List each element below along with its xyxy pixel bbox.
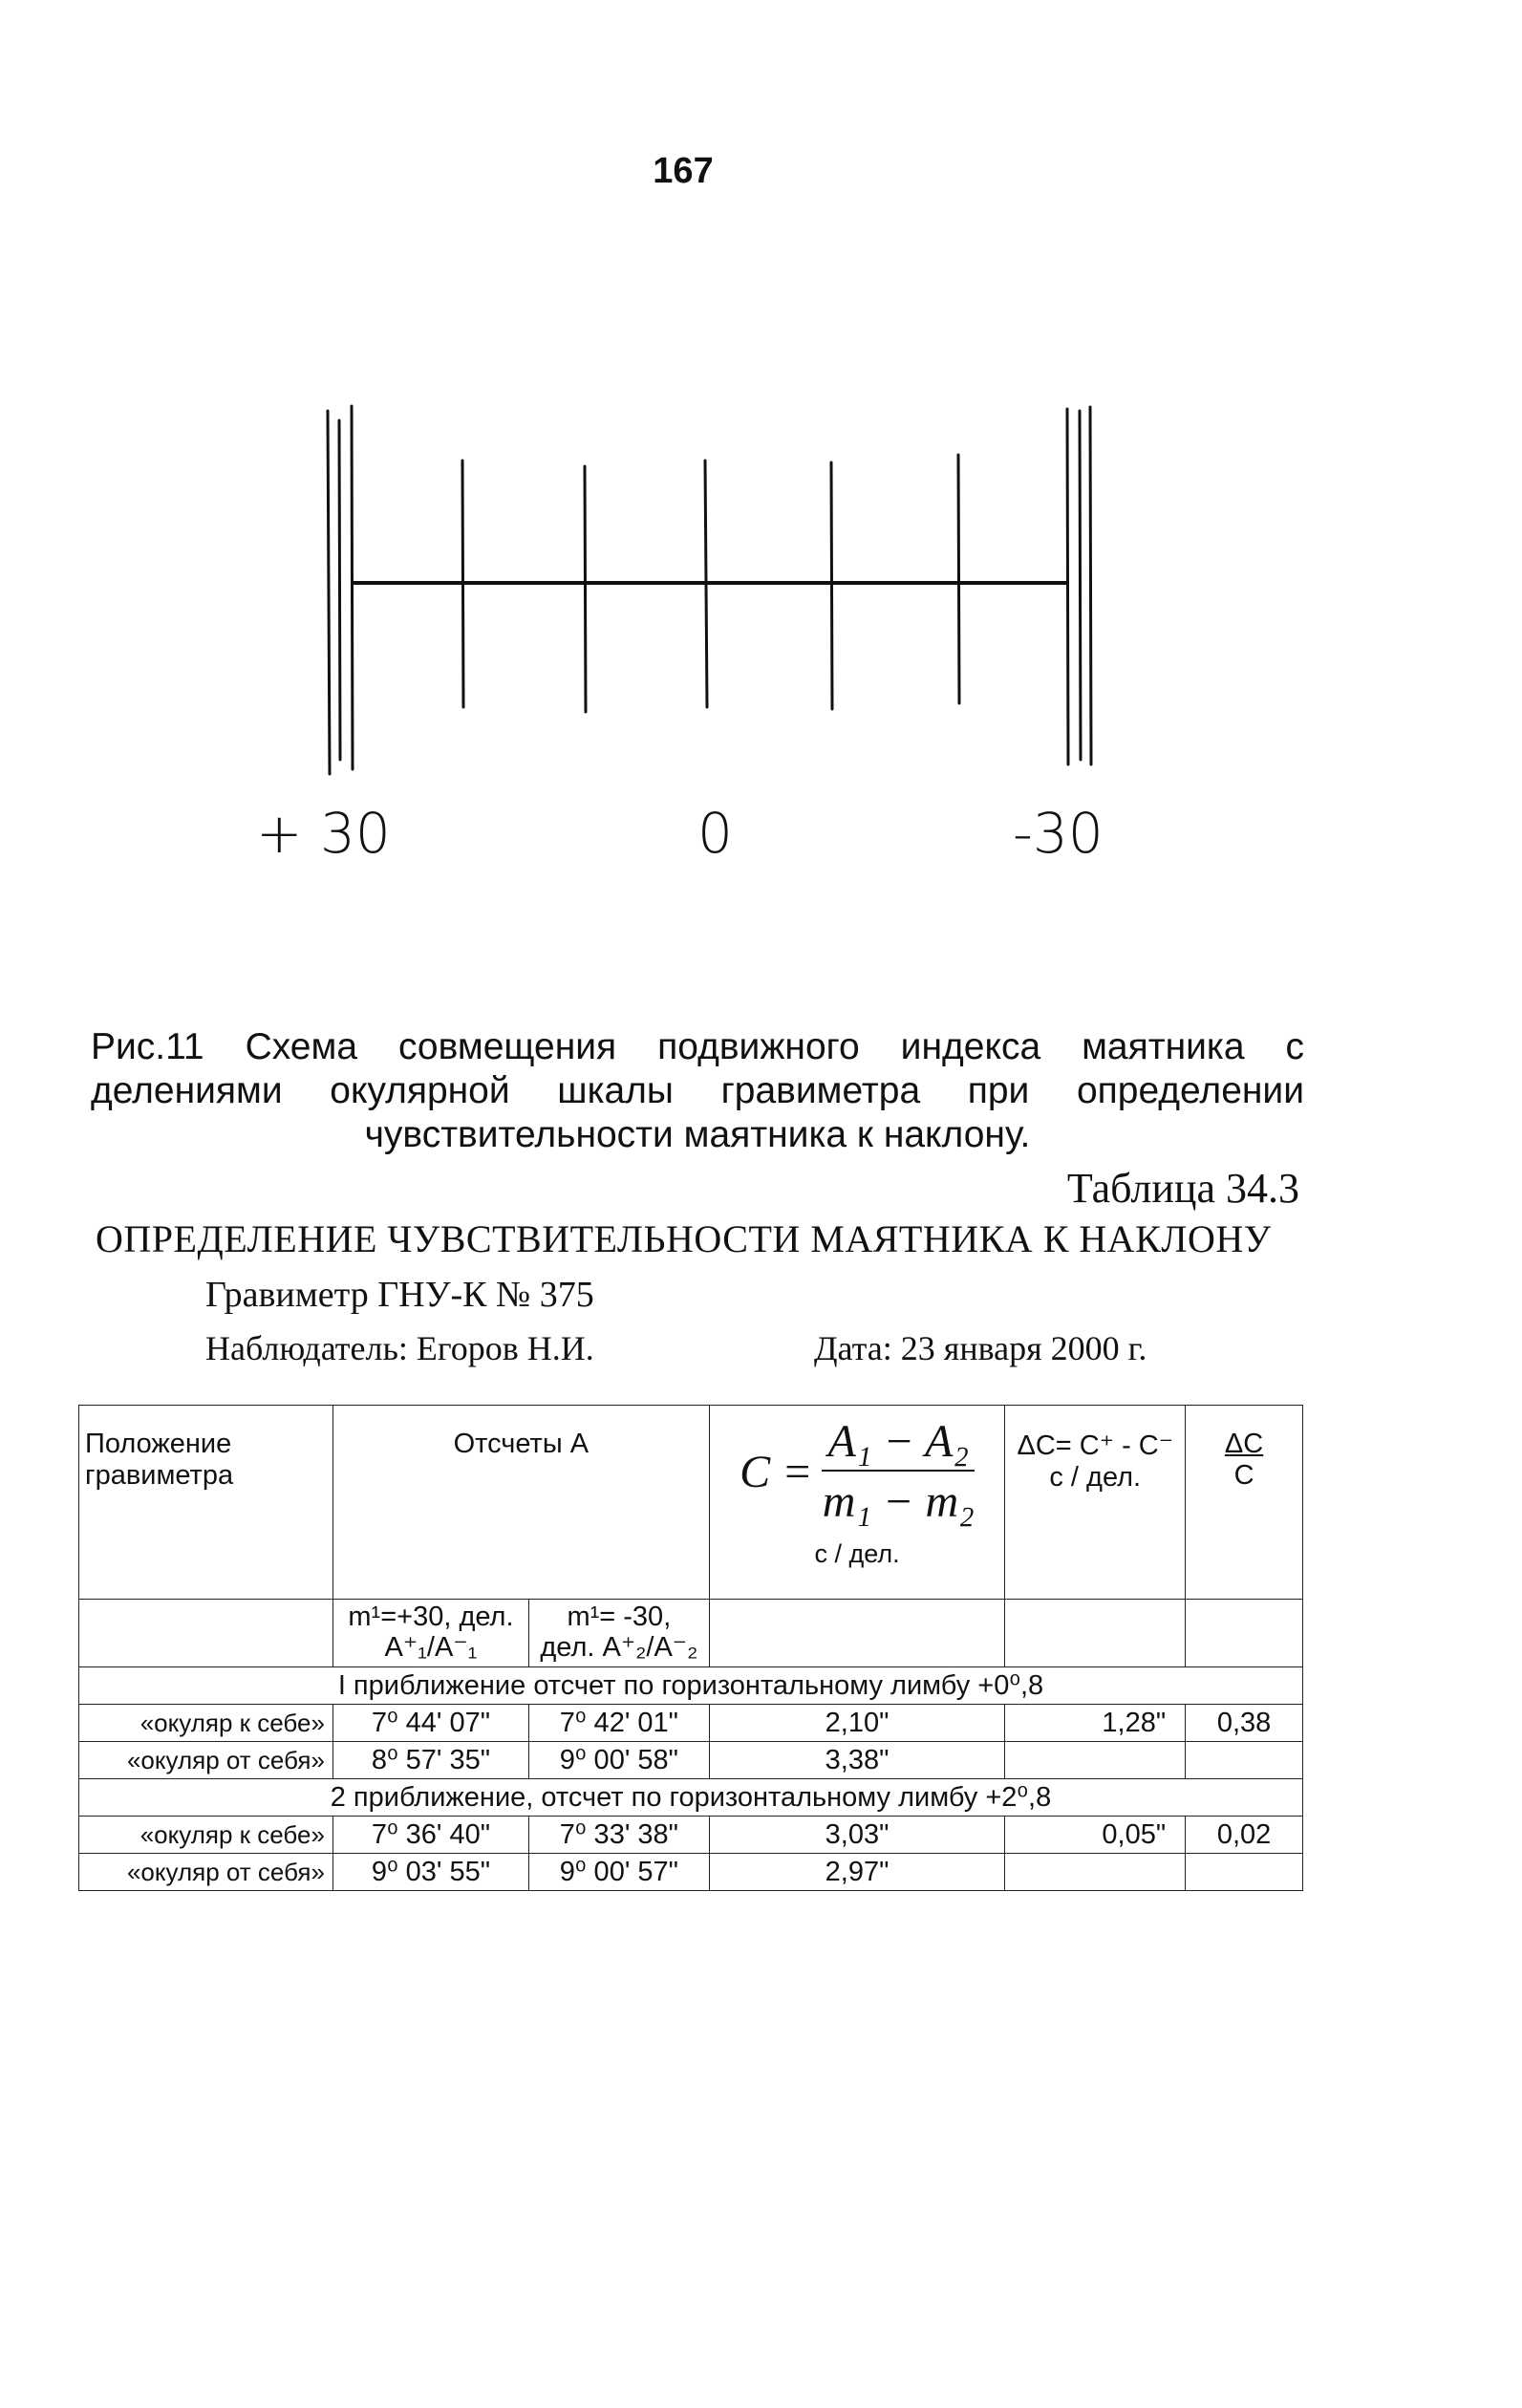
delta-c-cell: 0,05" — [1005, 1817, 1186, 1854]
position-cell: «окуляр от себя» — [79, 1854, 333, 1891]
table-title: ОПРЕДЕЛЕНИЕ ЧУВСТВИТЕЛЬНОСТИ МАЯТНИКА К НАКЛОНУ — [96, 1217, 1272, 1260]
table-row — [79, 1854, 1303, 1891]
scale-division — [462, 461, 463, 707]
scale-division — [831, 462, 832, 709]
scale-edge-line-left-1 — [328, 411, 330, 774]
subheader-plus: m¹=+30, дел. A⁺₁/A⁻₁ — [332, 1600, 528, 1667]
approximation-row-1 — [79, 1667, 1303, 1705]
subheader-empty — [1186, 1600, 1303, 1667]
approximation-row-2 — [79, 1779, 1303, 1817]
ocular-scale-diagram — [0, 0, 1522, 956]
header-position: Положение гравиметра — [79, 1406, 333, 1600]
header-readings: Отсчеты А — [332, 1406, 709, 1600]
figure-caption: Рис.11 Схема совмещения подвижного индекса маятника с делениями окулярной шкалы гравиметра при определении чувствительности маятника к наклону. — [91, 1026, 1304, 1155]
c-cell: 3,03" — [709, 1817, 1005, 1854]
scale-edge-line-right-3 — [1090, 407, 1091, 764]
a-plus-cell: 7⁰ 36' 40" — [332, 1817, 528, 1854]
scale-edge-line-left-2 — [339, 420, 340, 760]
formula-numerator: A₁ − A₂ — [822, 1415, 975, 1472]
ratio-cell — [1186, 1742, 1303, 1779]
a-minus-cell: 9⁰ 00' 58" — [528, 1742, 709, 1779]
c-cell: 3,38" — [709, 1742, 1005, 1779]
a-plus-cell: 8⁰ 57' 35" — [332, 1742, 528, 1779]
subheader-minus: m¹= -30, дел. A⁺₂/A⁻₂ — [528, 1600, 709, 1667]
position-cell: «окуляр от себя» — [79, 1742, 333, 1779]
delta-c-cell — [1005, 1854, 1186, 1891]
formula-unit: с / дел. — [814, 1539, 900, 1568]
a-plus-cell: 7⁰ 44' 07" — [332, 1705, 528, 1742]
table-row — [79, 1742, 1303, 1779]
scale-edge-line-left-3 — [352, 406, 353, 769]
scale-division — [705, 461, 707, 707]
scale-division — [585, 466, 586, 712]
sensitivity-table — [78, 1405, 1303, 1891]
scale-edge-line-right-1 — [1067, 409, 1068, 764]
subheader-empty — [709, 1600, 1005, 1667]
page-number: 167 — [653, 151, 714, 191]
position-cell: «окуляр к себе» — [79, 1705, 333, 1742]
header-ratio: ΔC C — [1186, 1406, 1303, 1600]
formula-lhs: C = — [740, 1446, 813, 1497]
scale-division — [958, 455, 959, 703]
approximation-label: I приближение отсчет по горизонтальному лимбу +0⁰,8 — [79, 1667, 1303, 1705]
a-plus-cell: 9⁰ 03' 55" — [332, 1854, 528, 1891]
formula-denominator: m₁ − m₂ — [822, 1476, 975, 1527]
table-row — [79, 1705, 1303, 1742]
approximation-label: 2 приближение, отсчет по горизонтальному лимбу +2⁰,8 — [79, 1779, 1303, 1817]
delta-c-cell — [1005, 1742, 1186, 1779]
scale-label-plus-30: + 30 — [256, 801, 391, 866]
header-formula — [709, 1406, 1005, 1600]
gravimeter-info: Гравиметр ГНУ-К № 375 — [205, 1275, 594, 1315]
table-number: Таблица 34.3 — [1066, 1165, 1299, 1212]
subheader-empty — [79, 1600, 333, 1667]
ratio-cell: 0,38 — [1186, 1705, 1303, 1742]
date-info: Дата: 23 января 2000 г. — [814, 1329, 1147, 1367]
a-minus-cell: 9⁰ 00' 57" — [528, 1854, 709, 1891]
c-cell: 2,10" — [709, 1705, 1005, 1742]
scale-label-zero: 0 — [697, 801, 733, 866]
table-subheader-row — [79, 1600, 1303, 1667]
delta-c-cell: 1,28" — [1005, 1705, 1186, 1742]
scale-label-minus-30: -30 — [1013, 801, 1104, 866]
scale-edge-line-right-2 — [1080, 411, 1081, 760]
table-row — [79, 1817, 1303, 1854]
a-minus-cell: 7⁰ 33' 38" — [528, 1817, 709, 1854]
header-delta-c: ΔC= C⁺ - C⁻ с / дел. — [1005, 1406, 1186, 1600]
position-cell: «окуляр к себе» — [79, 1817, 333, 1854]
table-header-row — [79, 1406, 1303, 1600]
ratio-cell: 0,02 — [1186, 1817, 1303, 1854]
a-minus-cell: 7⁰ 42' 01" — [528, 1705, 709, 1742]
subheader-empty — [1005, 1600, 1186, 1667]
observer-info: Наблюдатель: Егоров Н.И. — [205, 1329, 594, 1367]
ratio-cell — [1186, 1854, 1303, 1891]
c-cell: 2,97" — [709, 1854, 1005, 1891]
